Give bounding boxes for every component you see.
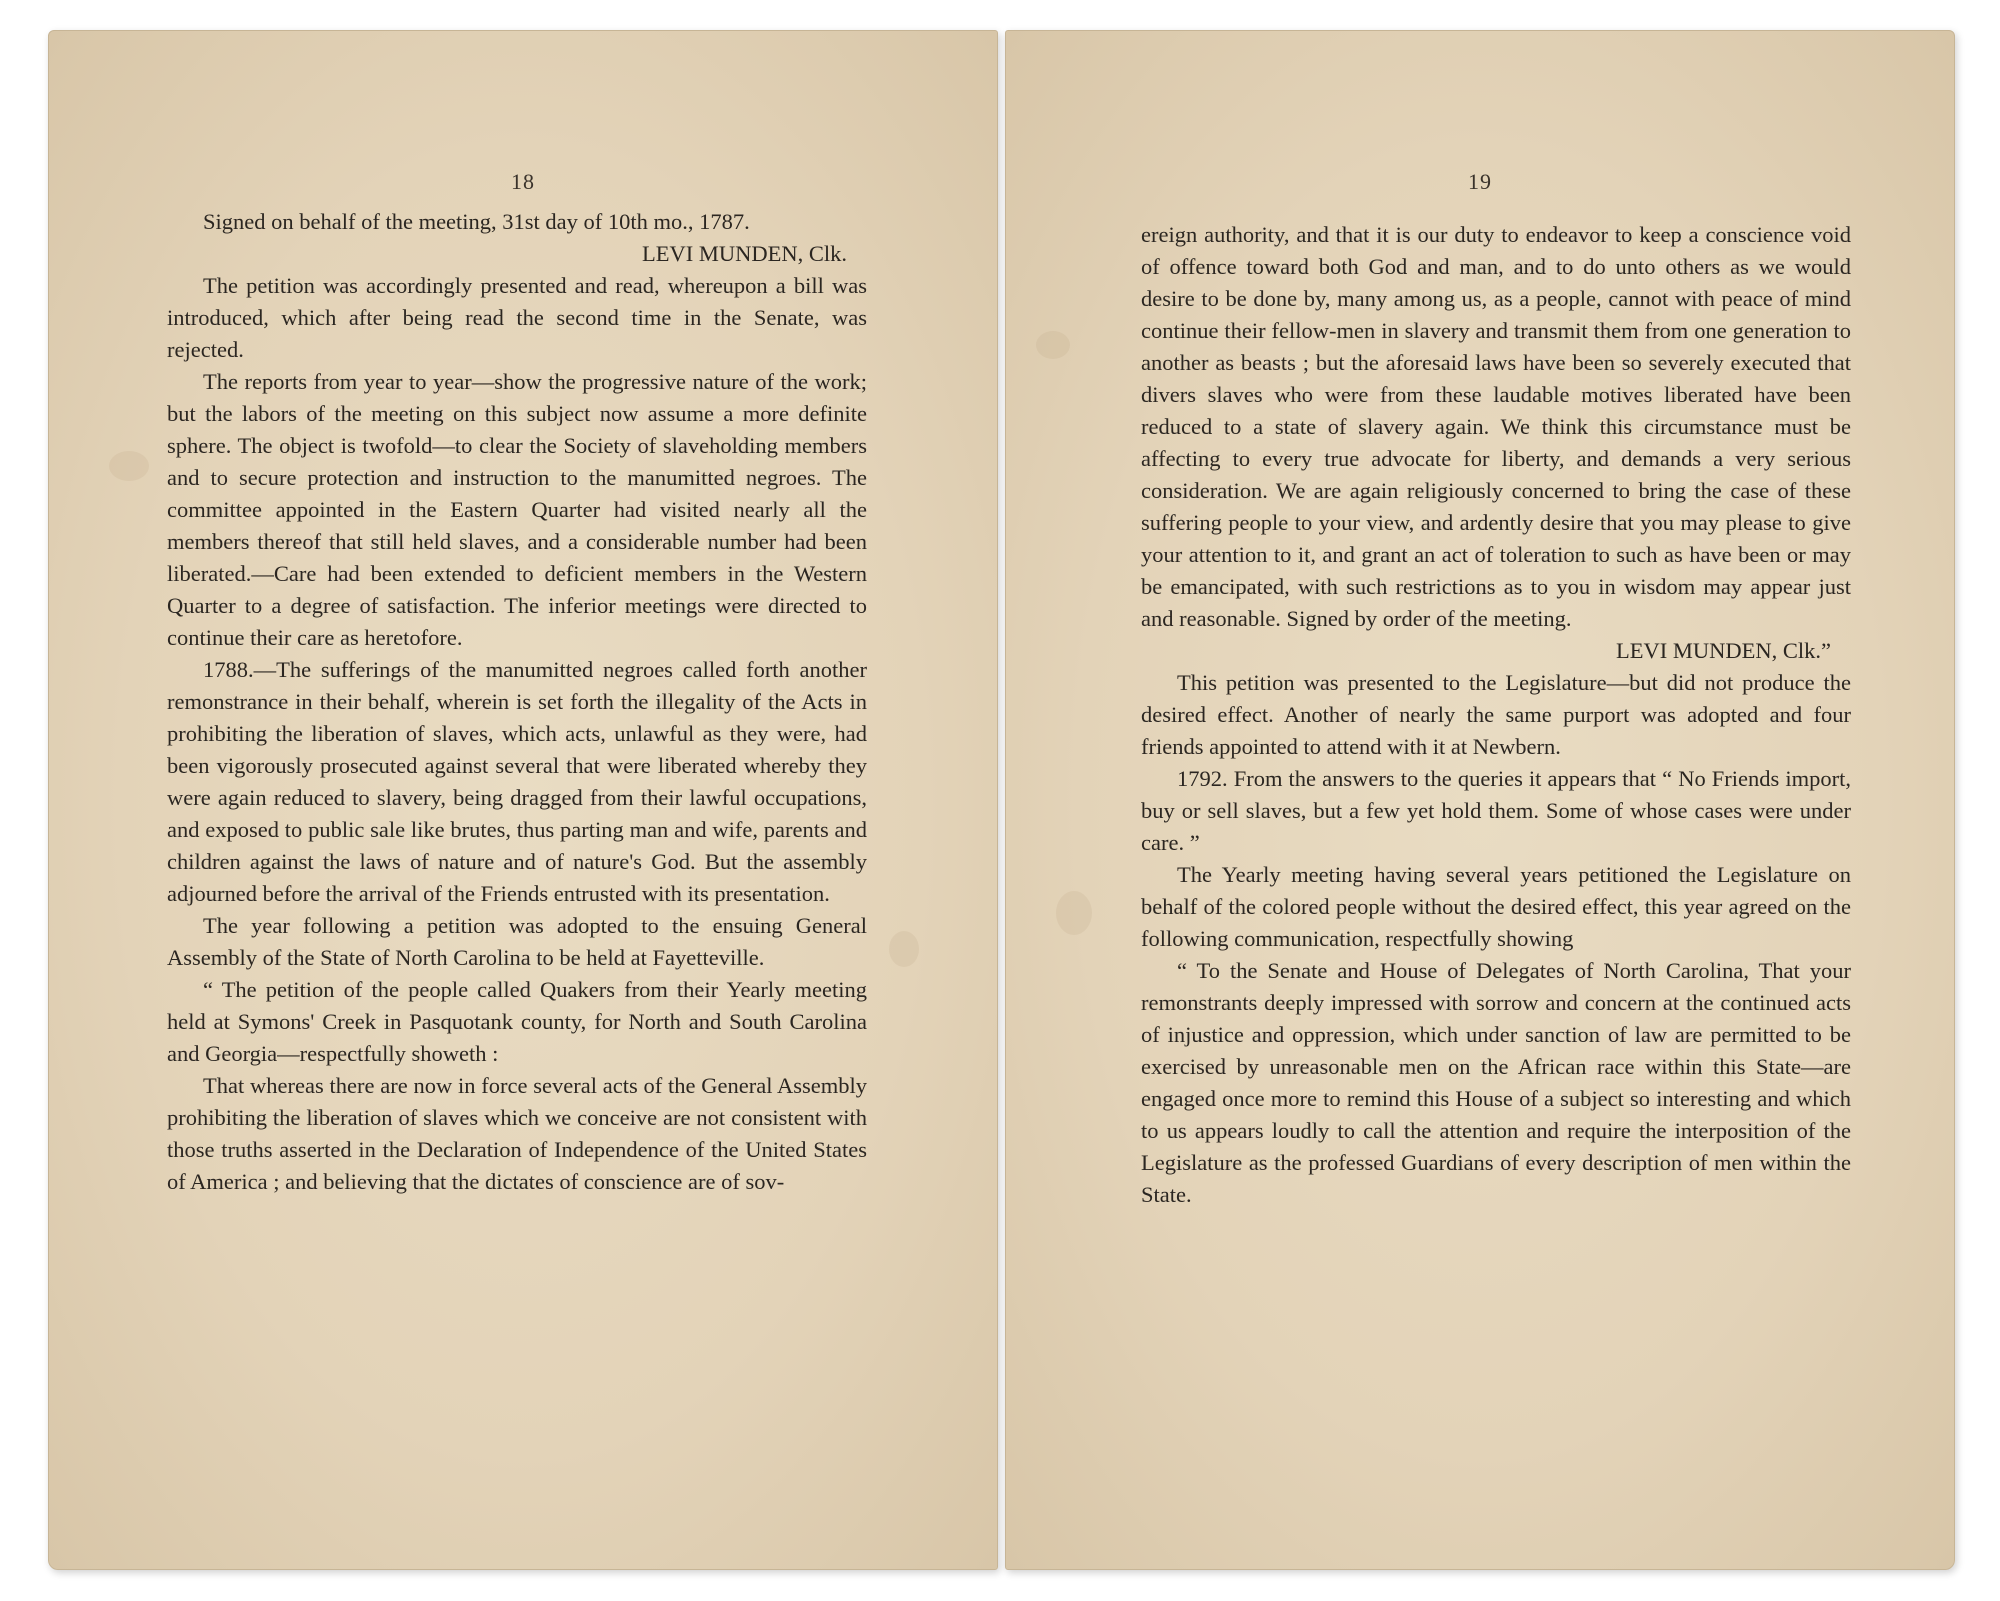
signature-paragraph (167, 206, 867, 270)
paragraph: The Yearly meeting having several years petitioned the Legislature on behalf of the colored people without the desired effect, this year agreed on the following communication, respectfully showing (1141, 862, 1851, 951)
paragraph: ereign authority, and that it is our duty to endeavor to keep a conscience void of offence toward both God and man, and to do unto others as we would desire to be done by, many among us, as a people, cannot with peace of mind continue their fellow-men in slavery and transmit them from one generation to another as beasts ; but the aforesaid laws have been so severely executed that divers slaves who were from these laudable motives liberated have been reduced to a state of slavery again. We think this circumstance must be affecting to every true advocate for liberty, and demands a very serious consideration. We are again religiously concerned to bring the case of these suffering people to your view, and ardently desire that you may please to give your attention to it, and grant an act of toleration to such as have been or may be emancipated, with such restrictions as to you in wisdom may appear just and reasonable. Signed by order of the meeting. (1141, 222, 1851, 631)
paragraph: 1792. From the answers to the queries it appears that “ No Friends import, buy or sell slaves, but a few yet hold them. Some of whose cases were under care. ” (1141, 766, 1851, 855)
signature-line: LEVI MUNDEN, Clk.” (1616, 638, 1831, 663)
petition-continuation (1141, 219, 1851, 667)
paragraph: That whereas there are now in force several acts of the General Assembly prohibiting the liberation of slaves which we conceive are not consistent with those truths asserted in the Declaration of Independence of the United States of America ; and believing that the dictates of conscience are of sov- (167, 1073, 867, 1194)
foxing-spot (889, 931, 919, 967)
page-body-text (167, 206, 867, 1198)
paragraph: 1788.—The sufferings of the manumitted negroes called forth another remonstrance in their behalf, wherein is set forth the illegality of the Acts in prohibiting the liberation of slaves, which acts, unlawful as they were, had been vigorously prosecuted against several that were liberated whereby they were again reduced to slavery, being dragged from their lawful occupations, and exposed to public sale like brutes, thus parting man and wife, parents and children against the laws of nature and of nature's God. But the assembly adjourned before the arrival of the Friends entrusted with its presentation. (167, 657, 867, 906)
left-page (48, 30, 998, 1570)
paragraph: The year following a petition was adopted to the ensuing General Assembly of the State of North Carolina to be held at Fayetteville. (167, 913, 867, 970)
foxing-spot (109, 451, 149, 481)
page-number: 19 (1468, 169, 1492, 194)
foxing-spot (1056, 891, 1092, 935)
paragraph: “ The petition of the people called Quakers from their Yearly meeting held at Symons' Creek in Pasquotank county, for North and South Carolina and Georgia—respectfully showeth : (167, 977, 867, 1066)
paragraph: The petition was accordingly presented and read, whereupon a bill was introduced, which after being read the second time in the Senate, was rejected. (167, 273, 867, 362)
paragraph: Signed on behalf of the meeting, 31st day of 10th mo., 1787. (203, 209, 750, 234)
paragraph: The reports from year to year—show the progressive nature of the work; but the labors of the meeting on this subject now assume a more definite sphere. The object is twofold—to clear the Society of slaveholding members and to secure protection and instruction to the manumitted negroes. The committee appointed in the Eastern Quarter had visited nearly all the members thereof that still held slaves, and a considerable number had been liberated.—Care had been extended to deficient members in the Western Quarter to a degree of satisfaction. The inferior meetings were directed to continue their care as heretofore. (167, 369, 867, 650)
signature-line: LEVI MUNDEN, Clk. (642, 241, 847, 266)
page-number: 18 (511, 169, 535, 194)
paragraph: “ To the Senate and House of Delegates of North Carolina, That your remonstrants deeply impressed with sorrow and concern at the continued acts of injustice and oppression, which under sanction of law are permitted to be exercised by unreasonable men on the African race within this State—are engaged once more to remind this House of a subject so interesting and which to us appears loudly to call the attention and require the interposition of the Legislature as the professed Guardians of every description of men within the State. (1141, 958, 1851, 1207)
right-page (1005, 30, 1955, 1570)
foxing-spot (1036, 331, 1070, 359)
paragraph: This petition was presented to the Legislature—but did not produce the desired effect. Another of nearly the same purport was adopted and four friends appointed to attend with it at Newbern. (1141, 670, 1851, 759)
page-body-text (1141, 219, 1851, 1211)
